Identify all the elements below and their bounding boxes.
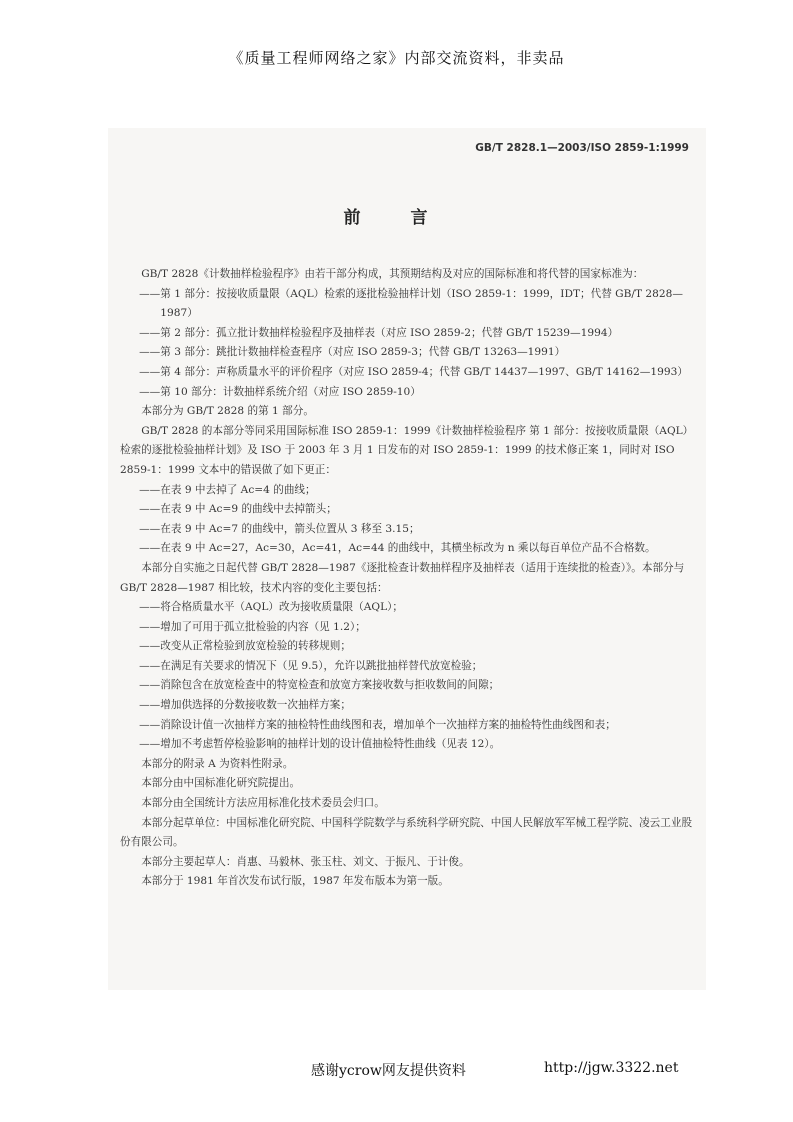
list-item: ——第 1 部分：按接收质量限（AQL）检索的逐批检验抽样计划（ISO 2859-1：1999，IDT；代替 GB/T 2828—1987） <box>139 287 683 320</box>
list-item: ——在满足有关要求的情况下（见 9.5），允许以跳批抽样替代放宽检验； <box>139 659 483 672</box>
footer-thanks: 感谢ycrow网友提供资料 <box>311 1063 466 1079</box>
paragraph: 本部分由中国标准化研究院提出。 <box>141 777 301 790</box>
footer-url[interactable]: http://jgw.3322.net <box>544 1060 679 1076</box>
list-item: ——改变从正常检验到放宽检验的转移规则； <box>139 640 351 653</box>
paragraph: 本部分由全国统计方法应用标准化技术委员会归口。 <box>141 797 385 810</box>
list-item: ——将合格质量水平（AQL）改为接收质量限（AQL）； <box>139 601 403 614</box>
paragraph: 本部分为 GB/T 2828 的第 1 部分。 <box>141 405 314 418</box>
header-banner: 《质量工程师网络之家》内部交流资料，非卖品 <box>228 49 565 67</box>
paragraph: 本部分自实施之日起代替 GB/T 2828—1987《逐批检查计数抽样程序及抽样表（适用于连续批的检查）》。本部分与 GB/T 2828—1987 相比较，技术内容的变化主要包括： <box>120 561 685 594</box>
standard-code: GB/T 2828.1—2003/ISO 2859-1:1999 <box>475 142 689 154</box>
list-item: ——第 3 部分：跳批计数抽样检查程序（对应 ISO 2859-3；代替 GB/T 13263—1991） <box>139 346 566 359</box>
paragraph: 本部分的附录 A 为资料性附录。 <box>141 757 294 770</box>
list-item: ——增加供选择的分数接收数一次抽样方案； <box>139 699 351 712</box>
list-item: ——增加了可用于孤立批检验的内容（见 1.2）； <box>139 620 366 633</box>
paragraph: 本部分于 1981 年首次发布试行版，1987 年发布版本为第一版。 <box>141 875 449 888</box>
list-item: ——消除设计值一次抽样方案的抽检特性曲线图和表，增加单个一次抽样方案的抽检特性曲线图和表； <box>139 718 616 731</box>
paragraph: GB/T 2828《计数抽样检验程序》由若干部分构成，其预期结构及对应的国际标准和将代替的国家标准为： <box>141 268 644 280</box>
list-item: ——第 2 部分：孤立批计数抽样检验程序及抽样表（对应 ISO 2859-2；代替 GB/T 15239—1994） <box>139 326 619 339</box>
list-item: ——第 4 部分：声称质量水平的评价程序（对应 ISO 2859-4；代替 GB/T 14437—1997、GB/T 14162—1993） <box>139 365 688 378</box>
list-item: ——消除包含在放宽检查中的特宽检查和放宽方案接收数与拒收数间的间隙； <box>139 679 500 692</box>
paragraph: GB/T 2828 的本部分等同采用国际标准 ISO 2859-1：1999《计数抽样检验程序 第 1 部分：按接收质量限（AQL）检索的逐批检验抽样计划》及 ISO 于 2003 年 3 月 1 日发布的对 ISO 2859-1：1999 的技术修正案 1，同时对 ISO 2859-1：1999 文本中的错误做了如下更正： <box>120 424 694 476</box>
paragraph: 本部分主要起草人：肖惠、马毅林、张玉柱、刘文、于振凡、于计俊。 <box>141 855 470 868</box>
list-item: ——在表 9 中 Ac=9 的曲线中去掉箭头； <box>139 503 337 516</box>
footer <box>0 1060 793 1080</box>
page-title: 前 言 <box>343 208 450 228</box>
list-item: ——在表 9 中 Ac=27，Ac=30，Ac=41，Ac=44 的曲线中，其横坐标改为 n 乘以每百单位产品不合格数。 <box>139 542 656 555</box>
list-item: ——第 10 部分：计数抽样系统介绍（对应 ISO 2859-10） <box>139 385 421 398</box>
list-item: ——在表 9 中去掉了 Ac=4 的曲线； <box>139 483 316 496</box>
list-item: ——增加不考虑暂停检验影响的抽样计划的设计值抽检特性曲线（见表 12）。 <box>139 738 501 751</box>
list-item: ——在表 9 中 Ac=7 的曲线中，箭头位置从 3 移至 3.15； <box>139 522 420 535</box>
foreword-body <box>120 265 694 892</box>
paragraph: 本部分起草单位：中国标准化研究院、中国科学院数学与系统科学研究院、中国人民解放军军械工程学院、凌云工业股份有限公司。 <box>120 816 693 849</box>
